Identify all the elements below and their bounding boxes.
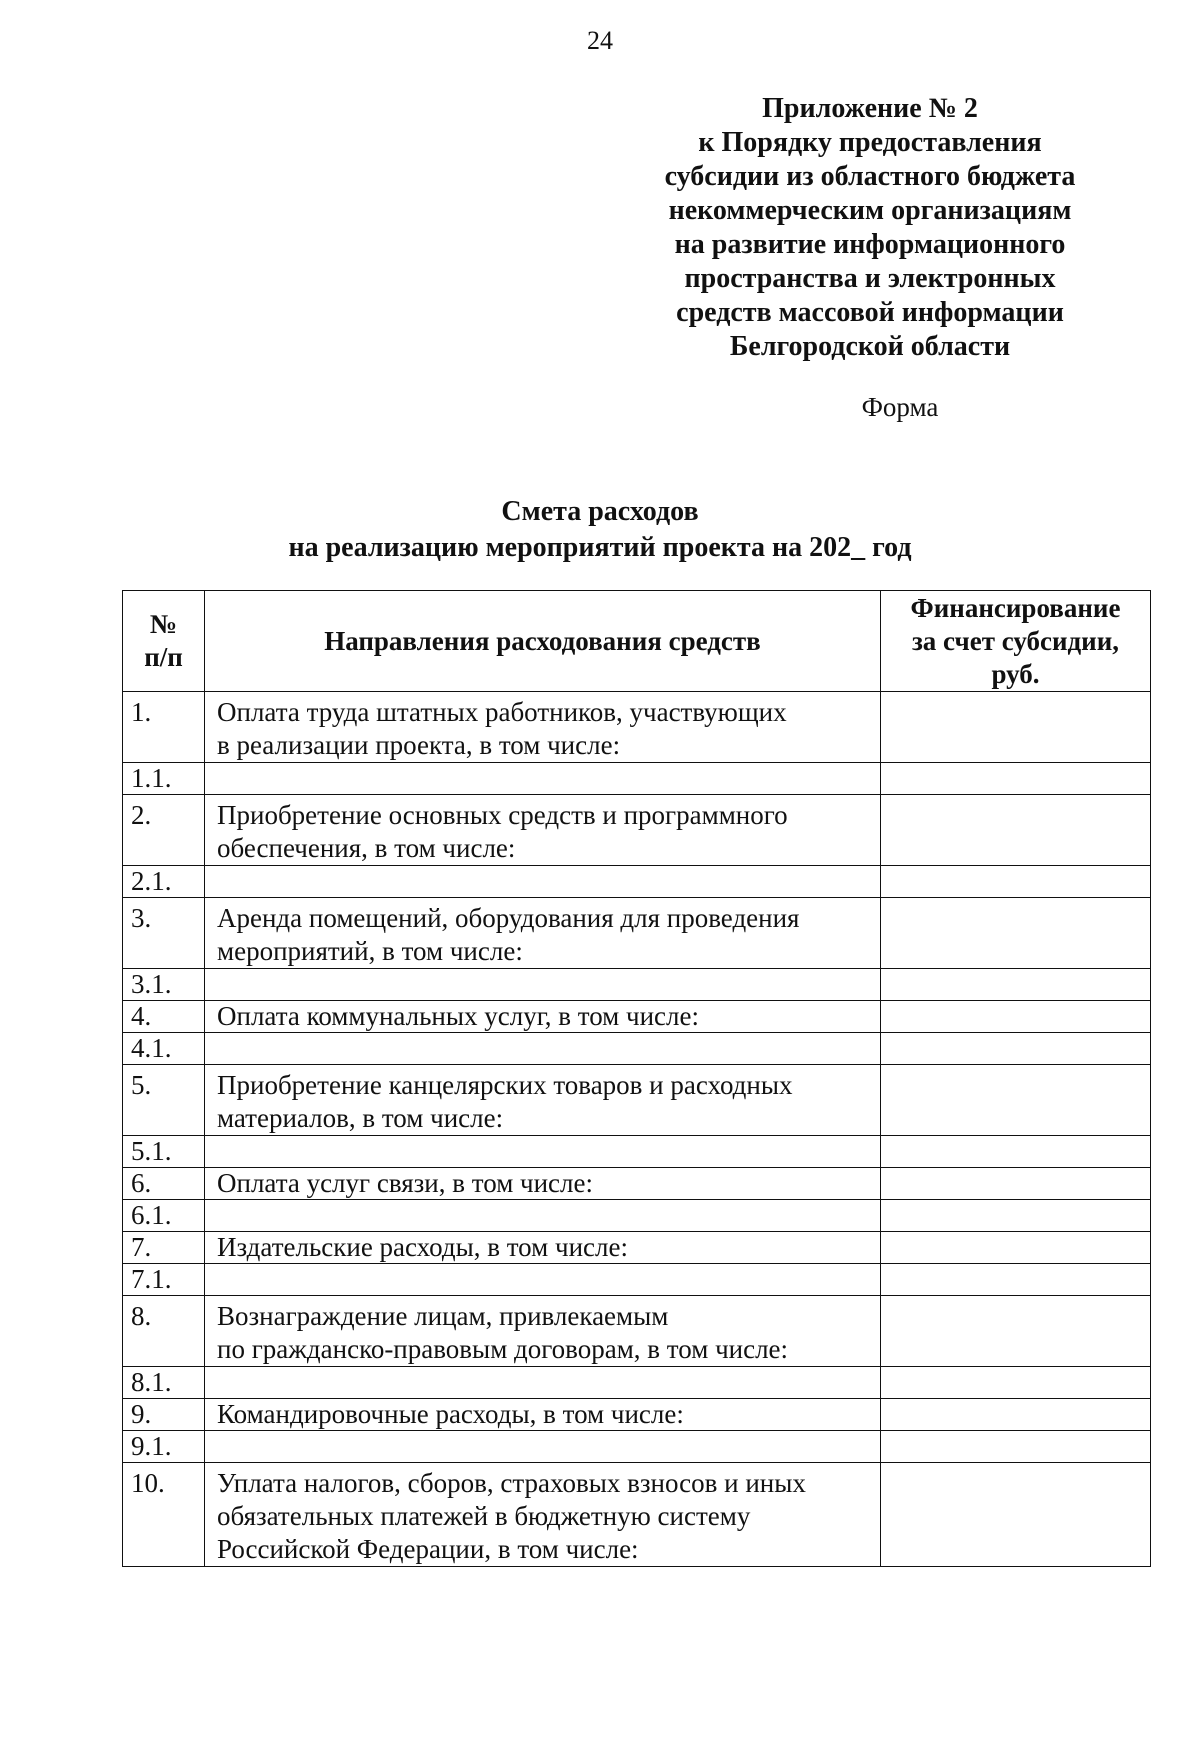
row-number: 6. — [123, 1168, 205, 1200]
row-financing-cell[interactable] — [881, 692, 1151, 763]
table-row — [123, 866, 1151, 898]
row-direction-line: материалов, в том числе: — [217, 1103, 504, 1133]
table-row — [123, 692, 1151, 763]
header-financing-line: Финансирование — [910, 592, 1121, 623]
appendix-line: субсидии из областного бюджета — [664, 161, 1076, 192]
row-direction-line: Оплата труда штатных работников, участвующих — [217, 697, 787, 727]
row-direction-line: Аренда помещений, оборудования для проведения — [217, 903, 800, 933]
row-number: 5. — [123, 1065, 205, 1136]
row-number: 1. — [123, 692, 205, 763]
row-financing-cell[interactable] — [881, 1399, 1151, 1431]
row-direction — [205, 1200, 881, 1232]
row-number: 9. — [123, 1399, 205, 1431]
row-direction-line: обязательных платежей в бюджетную систему — [217, 1501, 751, 1531]
row-direction — [205, 1033, 881, 1065]
row-financing-cell[interactable] — [881, 1264, 1151, 1296]
appendix-line: средств массовой информации — [676, 297, 1064, 328]
row-financing-cell[interactable] — [881, 1136, 1151, 1168]
table-row — [123, 763, 1151, 795]
table-row — [123, 1264, 1151, 1296]
row-direction — [205, 866, 881, 898]
row-number: 5.1. — [123, 1136, 205, 1168]
row-number: 8. — [123, 1296, 205, 1367]
row-number: 2. — [123, 795, 205, 866]
row-number: 2.1. — [123, 866, 205, 898]
table-row — [123, 1399, 1151, 1431]
row-number: 10. — [123, 1463, 205, 1567]
row-financing-cell[interactable] — [881, 1168, 1151, 1200]
row-financing-cell[interactable] — [881, 1431, 1151, 1463]
table-row — [123, 898, 1151, 969]
row-direction: Издательские расходы, в том числе: — [205, 1232, 881, 1264]
table-header-row — [123, 591, 1151, 692]
row-direction-line: в реализации проекта, в том числе: — [217, 730, 621, 760]
row-direction — [205, 969, 881, 1001]
row-financing-cell[interactable] — [881, 1033, 1151, 1065]
row-direction-line: Приобретение канцелярских товаров и расходных — [217, 1070, 793, 1100]
table-row — [123, 1168, 1151, 1200]
row-direction-line: Российской Федерации, в том числе: — [217, 1534, 639, 1564]
row-direction — [205, 898, 881, 969]
row-financing-cell[interactable] — [881, 1200, 1151, 1232]
row-financing-cell[interactable] — [881, 1463, 1151, 1567]
appendix-header — [640, 92, 1100, 364]
header-financing-line: за счет субсидии, — [911, 625, 1120, 656]
table-row — [123, 795, 1151, 866]
row-financing-cell[interactable] — [881, 866, 1151, 898]
row-number: 1.1. — [123, 763, 205, 795]
document-title-line1: Смета расходов — [501, 496, 699, 527]
header-direction: Направления расходования средств — [205, 591, 881, 692]
header-financing — [881, 591, 1151, 692]
row-direction: Оплата коммунальных услуг, в том числе: — [205, 1001, 881, 1033]
row-financing-cell[interactable] — [881, 795, 1151, 866]
row-financing-cell[interactable] — [881, 763, 1151, 795]
table-row — [123, 1065, 1151, 1136]
row-direction — [205, 1264, 881, 1296]
appendix-line: Белгородской области — [729, 331, 1011, 362]
appendix-line: Приложение № 2 — [762, 93, 978, 124]
table-row — [123, 1463, 1151, 1567]
table-row — [123, 1136, 1151, 1168]
appendix-line: к Порядку предоставления — [698, 127, 1042, 158]
table-row — [123, 969, 1151, 1001]
table-row — [123, 1367, 1151, 1399]
row-direction: Командировочные расходы, в том числе: — [205, 1399, 881, 1431]
appendix-line: некоммерческим организациям — [668, 195, 1072, 226]
row-direction — [205, 763, 881, 795]
table-row — [123, 1296, 1151, 1367]
header-number-sign: № — [149, 609, 178, 639]
row-direction-line: Вознаграждение лицам, привлекаемым — [217, 1301, 669, 1331]
row-financing-cell[interactable] — [881, 969, 1151, 1001]
row-number: 3. — [123, 898, 205, 969]
row-direction — [205, 1065, 881, 1136]
row-financing-cell[interactable] — [881, 1367, 1151, 1399]
row-direction-line: Уплата налогов, сборов, страховых взносов и иных — [217, 1468, 806, 1498]
estimate-table — [122, 590, 1151, 1567]
row-direction — [205, 795, 881, 866]
row-number: 4. — [123, 1001, 205, 1033]
appendix-line: пространства и электронных — [684, 263, 1056, 294]
row-financing-cell[interactable] — [881, 1296, 1151, 1367]
row-direction-line: обеспечения, в том числе: — [217, 833, 516, 863]
row-number: 6.1. — [123, 1200, 205, 1232]
table-row — [123, 1232, 1151, 1264]
row-number: 8.1. — [123, 1367, 205, 1399]
document-title-line2: на реализацию мероприятий проекта на 202_ год — [288, 532, 912, 563]
row-number: 3.1. — [123, 969, 205, 1001]
row-direction-line: по гражданско-правовым договорам, в том числе: — [217, 1334, 789, 1364]
row-direction — [205, 692, 881, 763]
row-direction: Оплата услуг связи, в том числе: — [205, 1168, 881, 1200]
row-direction — [205, 1136, 881, 1168]
page-number: 24 — [587, 26, 613, 55]
document-title — [0, 494, 1200, 566]
row-direction-line: Приобретение основных средств и программного — [217, 800, 788, 830]
table-row — [123, 1001, 1151, 1033]
row-direction — [205, 1431, 881, 1463]
appendix-line: на развитие информационного — [674, 229, 1066, 260]
row-number: 7. — [123, 1232, 205, 1264]
table-row — [123, 1033, 1151, 1065]
row-direction-line: мероприятий, в том числе: — [217, 936, 523, 966]
header-number-pp: п/п — [144, 642, 183, 672]
row-number: 9.1. — [123, 1431, 205, 1463]
row-direction — [205, 1367, 881, 1399]
row-financing-cell[interactable] — [881, 1065, 1151, 1136]
row-financing-cell[interactable] — [881, 898, 1151, 969]
table-row — [123, 1431, 1151, 1463]
table-row — [123, 1200, 1151, 1232]
row-direction — [205, 1296, 881, 1367]
header-financing-line: руб. — [991, 658, 1040, 689]
row-financing-cell[interactable] — [881, 1232, 1151, 1264]
row-financing-cell[interactable] — [881, 1001, 1151, 1033]
header-number — [123, 591, 205, 692]
row-number: 7.1. — [123, 1264, 205, 1296]
row-number: 4.1. — [123, 1033, 205, 1065]
row-direction — [205, 1463, 881, 1567]
form-label: Форма — [861, 392, 939, 422]
